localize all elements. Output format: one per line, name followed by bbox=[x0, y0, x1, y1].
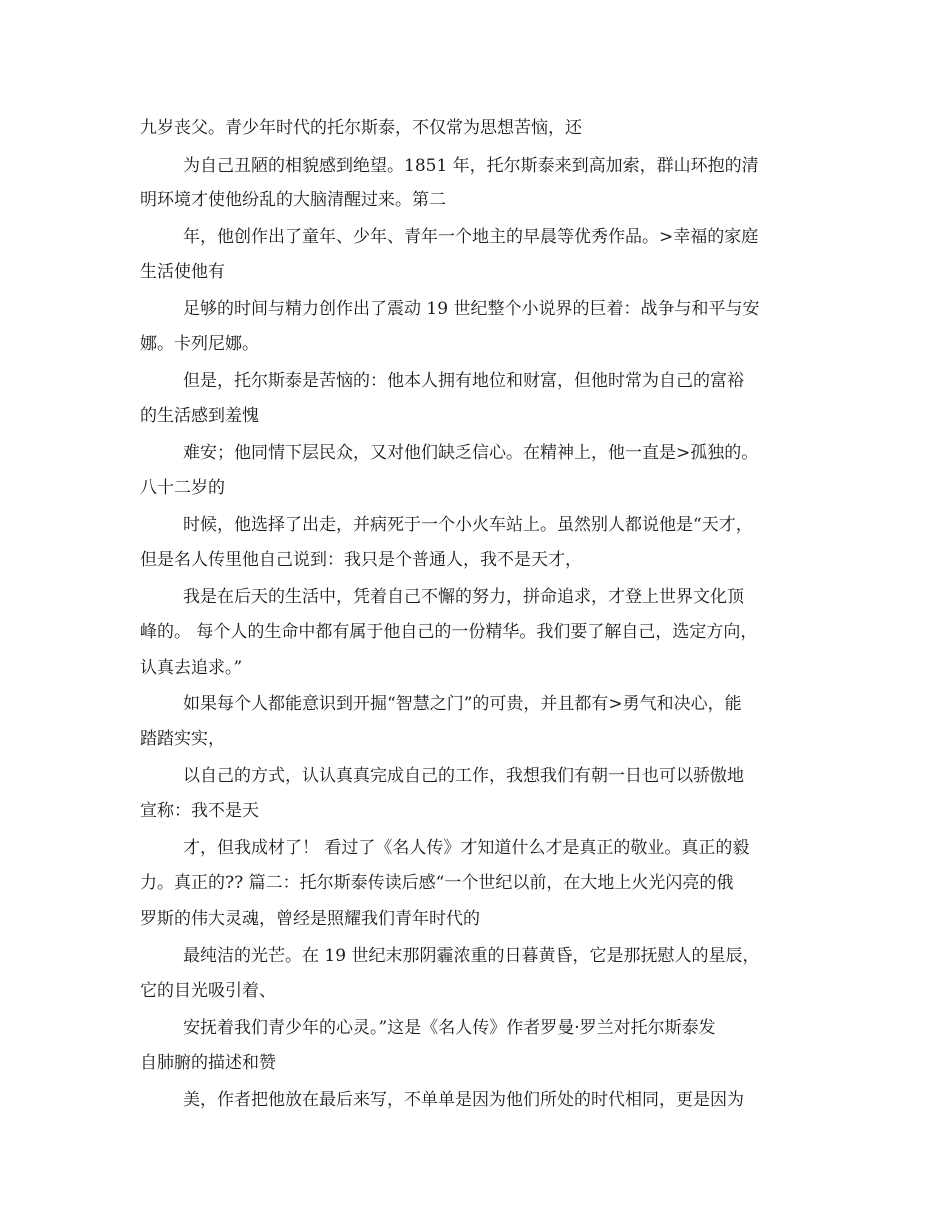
text-line: 时候，他选择了出走，并病死于一个小火车站上。虽然别人都说他是“天才， bbox=[183, 515, 753, 535]
text-line: 的生活感到羞愧 bbox=[140, 406, 259, 426]
text-line: 年，他创作出了童年、少年、青年一个地主的早晨等优秀作品。>幸福的家庭 bbox=[183, 227, 759, 247]
text-line: 但是名人传里他自己说到：我只是个普通人，我不是天才， bbox=[140, 550, 582, 570]
text-line: 认真去追求。” bbox=[140, 658, 243, 678]
text-line: 明环境才使他纷乱的大脑清醒过来。第二 bbox=[140, 190, 446, 210]
text-line: 八十二岁的 bbox=[140, 478, 225, 498]
text-line: 但是，托尔斯泰是苦恼的：他本人拥有地位和财富，但他时常为自己的富裕 bbox=[183, 371, 744, 391]
text-line: 我是在后天的生活中，凭着自己不懈的努力，拼命追求，才登上世界文化顶 bbox=[183, 587, 744, 607]
text-line: 娜。卡列尼娜。 bbox=[140, 334, 259, 354]
text-line: 九岁丧父。青少年时代的托尔斯泰，不仅常为思想苦恼，还 bbox=[140, 118, 582, 138]
text-line: 才，但我成材了！ 看过了《名人传》才知道什么才是真正的敬业。真正的毅 bbox=[183, 838, 750, 858]
text-line: 罗斯的伟大灵魂，曾经是照耀我们青年时代的 bbox=[140, 909, 480, 929]
text-line: 生活使他有 bbox=[140, 262, 225, 282]
text-line: 最纯洁的光芒。在 19 世纪末那阴霾浓重的日暮黄昏，它是那抚慰人的星辰， bbox=[183, 946, 760, 966]
text-line: 难安；他同情下层民众，又对他们缺乏信心。在精神上，他一直是>孤独的。 bbox=[183, 443, 759, 463]
text-line: 安抚着我们青少年的心灵。”这是《名人传》作者罗曼·罗兰对托尔斯泰发 bbox=[183, 1018, 716, 1038]
text-line: 足够的时间与精力创作出了震动 19 世纪整个小说界的巨着：战争与和平与安 bbox=[183, 299, 760, 319]
text-line: 宣称：我不是天 bbox=[140, 801, 259, 821]
text-line: 美，作者把他放在最后来写，不单单是因为他们所处的时代相同，更是因为 bbox=[183, 1090, 744, 1110]
text-line: 为自己丑陋的相貌感到绝望。1851 年，托尔斯泰来到高加索，群山环抱的清 bbox=[183, 156, 759, 176]
text-line: 峰的。 每个人的生命中都有属于他自己的一份精华。我们要了解自己，选定方向， bbox=[140, 622, 758, 642]
text-line: 以自己的方式，认认真真完成自己的工作，我想我们有朝一日也可以骄傲地 bbox=[183, 766, 744, 786]
text-line: 踏踏实实， bbox=[140, 729, 225, 749]
text-line: 如果每个人都能意识到开掘“智慧之门”的可贵，并且都有>勇气和决心，能 bbox=[183, 694, 742, 714]
text-line: 自肺腑的描述和赞 bbox=[140, 1053, 276, 1073]
text-line: 它的目光吸引着、 bbox=[140, 981, 276, 1001]
text-line: 力。真正的?? 篇二：托尔斯泰传读后感“一个世纪以前，在大地上火光闪亮的俄 bbox=[140, 873, 734, 893]
